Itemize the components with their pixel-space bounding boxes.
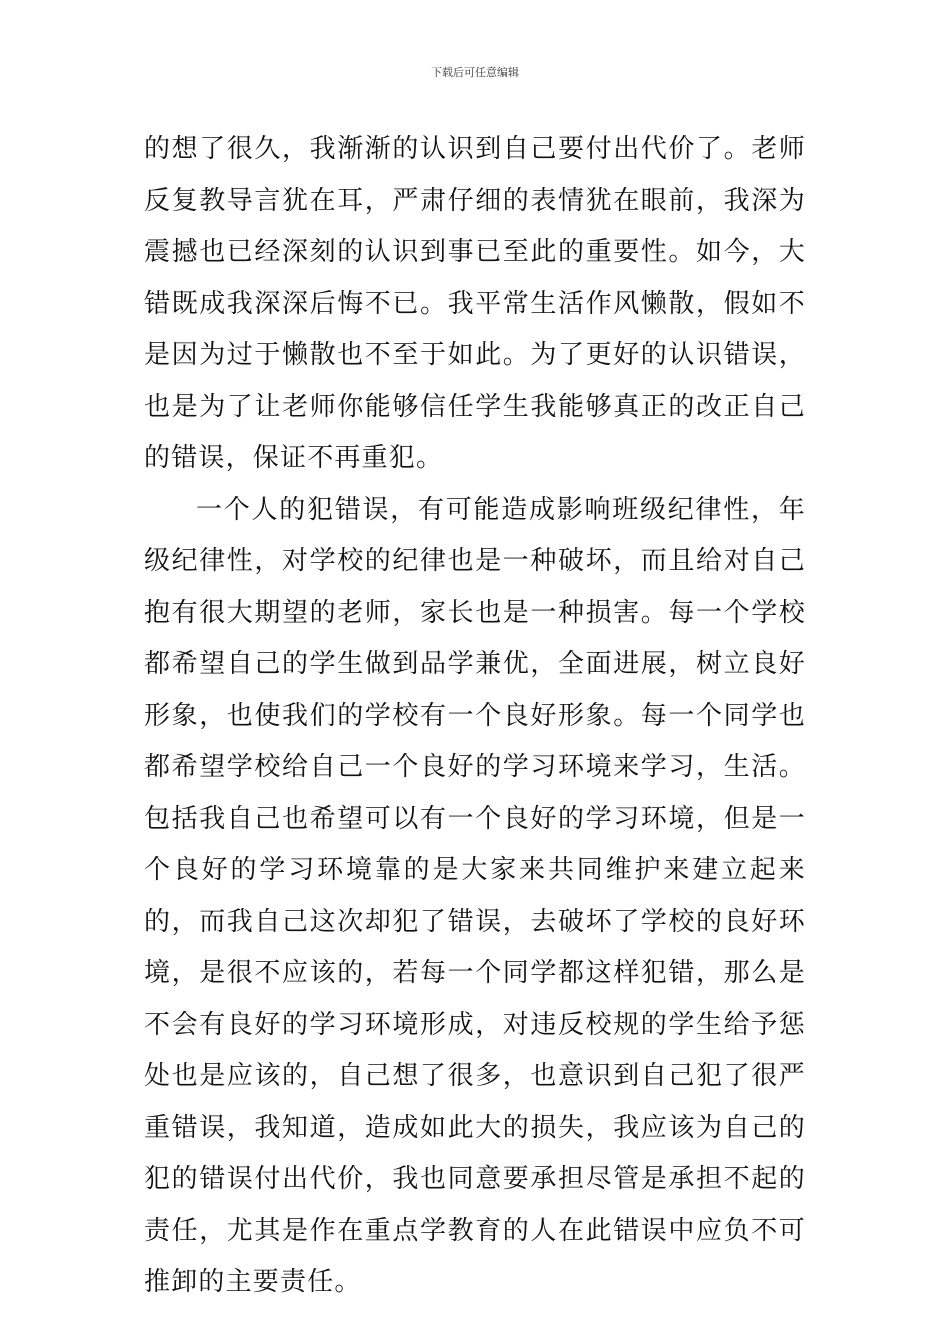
paragraph-1: 的想了很久，我渐渐的认识到自己要付出代价了。老师反复教导言犹在耳，严肃仔细的表情犹在眼前，我深为震撼也已经深刻的认识到事已至此的重要性。如今，大错既成我深深后悔不已。我平常生活作风懒散，假如不是因为过于懒散也不至于如此。为了更好的认识错误，也是为了让老师你能够信任学生我能够真正的改正自己的错误，保证不再重犯。 <box>144 134 806 473</box>
paragraph-2: 一个人的犯错误，有可能造成影响班级纪律性，年级纪律性，对学校的纪律也是一种破坏，而且给对自己抱有很大期望的老师，家长也是一种损害。每一个学校都希望自己的学生做到品学兼优，全面进展，树立良好形象，也使我们的学校有一个良好形象。每一个同学也都希望学校给自己一个良好的学习环境来学习，生活。包括我自己也希望可以有一个良好的学习环境，但是一个良好的学习环境靠的是大家来共同维护来建立起来的，而我自己这次却犯了错误，去破坏了学校的良好环境，是很不应该的，若每一个同学都这样犯错，那么是不会有良好的学习环境形成，对违反校规的学生给予惩处也是应该的，自己想了很多，也意识到自己犯了很严重错误，我知道，造成如此大的损失，我应该为自己的犯的错误付出代价，我也同意要承担尽管是承担不起的责任，尤其是作在重点学教育的人在此错误中应负不可推卸的主要责任。 <box>144 494 806 1297</box>
document-body <box>144 124 806 1309</box>
page-header: 下载后可任意编辑 <box>431 66 519 79</box>
